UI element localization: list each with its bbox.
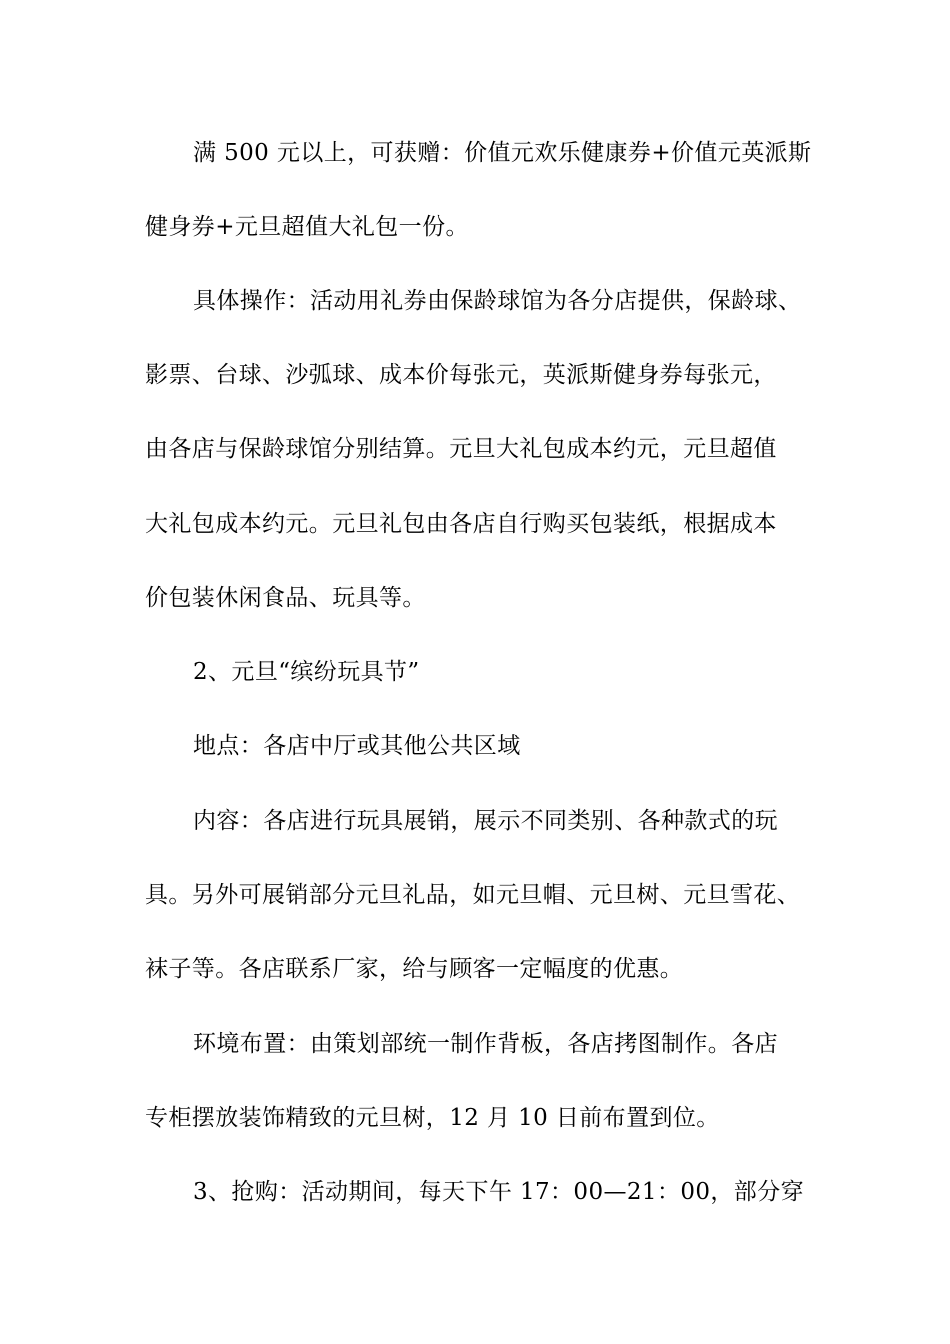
paragraph-line: 由各店与保龄球馆分别结算。元旦大礼包成本约元，元旦超值: [145, 436, 777, 462]
paragraph-line: 具体操作：活动用礼券由保龄球馆为各分店提供，保龄球、: [193, 288, 802, 314]
paragraph-line: 袜子等。各店联系厂家，给与顾客一定幅度的优惠。: [145, 956, 684, 982]
paragraph-line: 满 500 元以上，可获赠：价值元欢乐健康券+价值元英派斯: [193, 140, 812, 166]
paragraph-line: 影票、台球、沙弧球、成本价每张元，英派斯健身券每张元，: [145, 362, 777, 388]
paragraph-line: 价包装休闲食品、玩具等。: [145, 585, 426, 611]
paragraph-line: 内容：各店进行玩具展销，展示不同类别、各种款式的玩: [193, 808, 778, 834]
section-heading: 2、元旦“缤纷玩具节”: [193, 659, 420, 685]
paragraph-line: 大礼包成本约元。元旦礼包由各店自行购买包装纸，根据成本: [145, 511, 777, 537]
paragraph-line: 专柜摆放装饰精致的元旦树，12 月 10 日前布置到位。: [145, 1105, 720, 1131]
paragraph-line: 3、抢购：活动期间，每天下午 17：00—21：00，部分穿: [193, 1179, 805, 1205]
paragraph-line: 具。另外可展销部分元旦礼品，如元旦帽、元旦树、元旦雪花、: [145, 882, 801, 908]
paragraph-line: 地点：各店中厅或其他公共区域: [193, 733, 521, 759]
paragraph-line: 健身券+元旦超值大礼包一份。: [145, 214, 469, 240]
paragraph-line: 环境布置：由策划部统一制作背板，各店拷图制作。各店: [193, 1031, 778, 1057]
